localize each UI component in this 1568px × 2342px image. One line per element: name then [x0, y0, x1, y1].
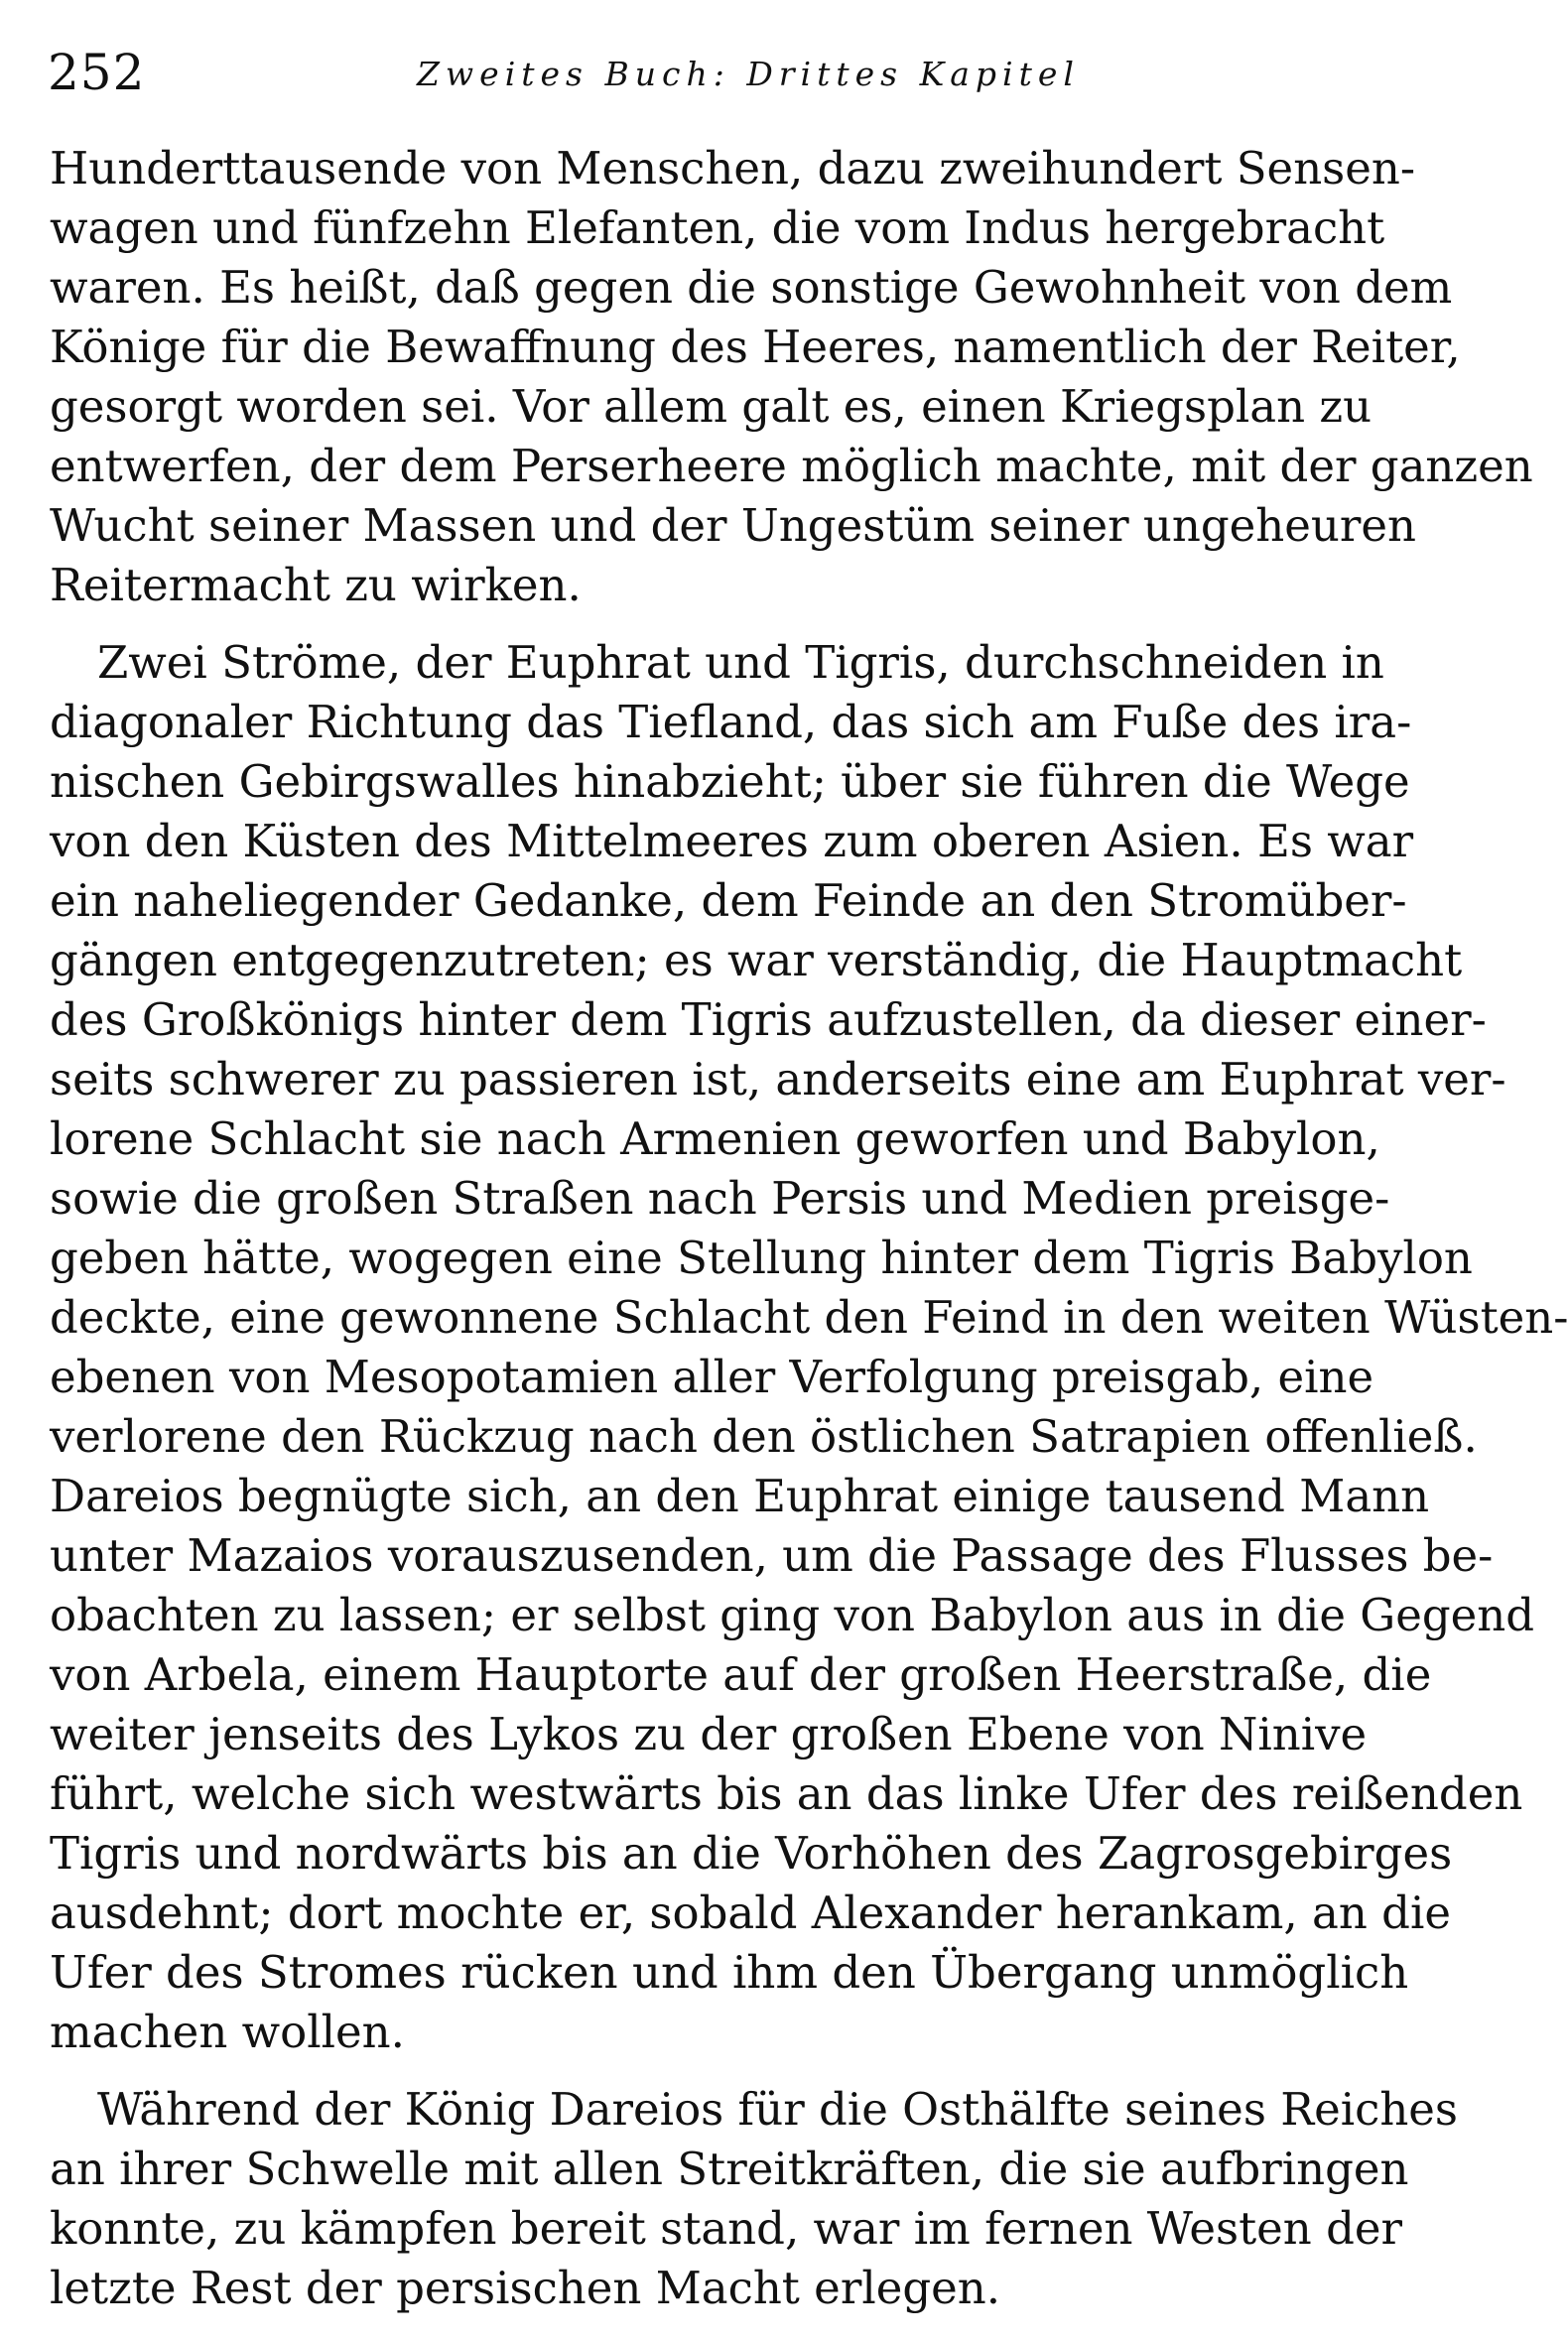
text-line: wagen und fünfzehn Elefanten, die vom Indus hergebracht — [50, 201, 1385, 254]
text-line: Könige für die Bewaffnung des Heeres, namentlich der Reiter, — [50, 321, 1461, 373]
text-line: konnte, zu kämpfen bereit stand, war im fernen Westen der — [50, 2202, 1403, 2255]
text-line: sowie die großen Straßen nach Persis und Medien preisge- — [50, 1172, 1390, 1225]
paragraph-gap — [50, 615, 1338, 633]
text-line: Ufer des Stromes rücken und ihm den Übergang unmöglich — [50, 1946, 1409, 1999]
text-line: waren. Es heißt, daß gegen die sonstige Gewohnheit von dem — [50, 261, 1453, 314]
text-line: an ihrer Schwelle mit allen Streitkräften, die sie aufbringen — [50, 2143, 1409, 2195]
text-line: deckte, eine gewonnene Schlacht den Feind in den weiten Wüsten- — [50, 1291, 1568, 1344]
text-line: Wucht seiner Massen und der Ungestüm seiner ungeheuren — [50, 499, 1417, 552]
text-line: verlorene den Rückzug nach den östlichen Satrapien offenließ. — [50, 1410, 1478, 1463]
text-line: machen wollen. — [50, 2006, 405, 2058]
text-line: seits schwerer zu passieren ist, anderseits eine am Euphrat ver- — [50, 1053, 1506, 1106]
text-line: von Arbela, einem Hauptorte auf der großen Heerstraße, die — [50, 1648, 1432, 1701]
text-line: des Großkönigs hinter dem Tigris aufzustellen, da dieser einer- — [50, 993, 1487, 1046]
text-line: Tigris und nordwärts bis an die Vorhöhen des Zagrosgebirges — [50, 1827, 1453, 1880]
text-line: Hunderttausende von Menschen, dazu zweihundert Sensen- — [50, 142, 1416, 195]
paragraph — [50, 2080, 1459, 2318]
text-line: nischen Gebirgswalles hinabzieht; über sie führen die Wege — [50, 755, 1410, 808]
text-line: gesorgt worden sei. Vor allem galt es, einen Kriegsplan zu — [50, 380, 1372, 433]
paragraph — [50, 633, 1568, 2062]
text-line: lorene Schlacht sie nach Armenien geworfen und Babylon, — [50, 1112, 1380, 1165]
paragraph-gap — [50, 2062, 1338, 2080]
text-line: ein naheliegender Gedanke, dem Feinde an den Stromüber- — [50, 874, 1407, 927]
text-line: führt, welche sich westwärts bis an das linke Ufer des reißenden — [50, 1767, 1523, 1820]
text-line: Zwei Ströme, der Euphrat und Tigris, durchschneiden in — [97, 636, 1384, 689]
text-line: obachten zu lassen; er selbst ging von Babylon aus in die Gegend — [50, 1589, 1535, 1641]
text-line: weiter jenseits des Lykos zu der großen Ebene von Ninive — [50, 1708, 1368, 1760]
page-number: 252 — [48, 44, 146, 101]
text-line: Dareios begnügte sich, an den Euphrat einige tausend Mann — [50, 1470, 1430, 1522]
text-line: ebenen von Mesopotamien aller Verfolgung preisgab, eine — [50, 1351, 1374, 1403]
text-line: ausdehnt; dort mochte er, sobald Alexander herankam, an die — [50, 1887, 1451, 1939]
text-line: von den Küsten des Mittelmeeres zum oberen Asien. Es war — [50, 815, 1414, 867]
text-line: Reitermacht zu wirken. — [50, 559, 582, 611]
text-line: letzte Rest der persischen Macht erlegen. — [50, 2262, 1001, 2314]
text-line: diagonaler Richtung das Tiefland, das sich am Fuße des ira- — [50, 696, 1412, 748]
running-head: Zweites Buch: Drittes Kapitel — [417, 55, 1080, 93]
paragraph — [50, 139, 1533, 615]
text-line: gängen entgegenzutreten; es war verständig, die Hauptmacht — [50, 934, 1463, 986]
text-line: entwerfen, der dem Perserheere möglich machte, mit der ganzen — [50, 440, 1533, 492]
text-line: geben hätte, wogegen eine Stellung hinter dem Tigris Babylon — [50, 1232, 1473, 1284]
body-text — [50, 139, 1568, 2318]
text-line: Während der König Dareios für die Osthälfte seines Reiches — [97, 2083, 1459, 2136]
text-line: unter Mazaios vorauszusenden, um die Passage des Flusses be- — [50, 1529, 1494, 1582]
